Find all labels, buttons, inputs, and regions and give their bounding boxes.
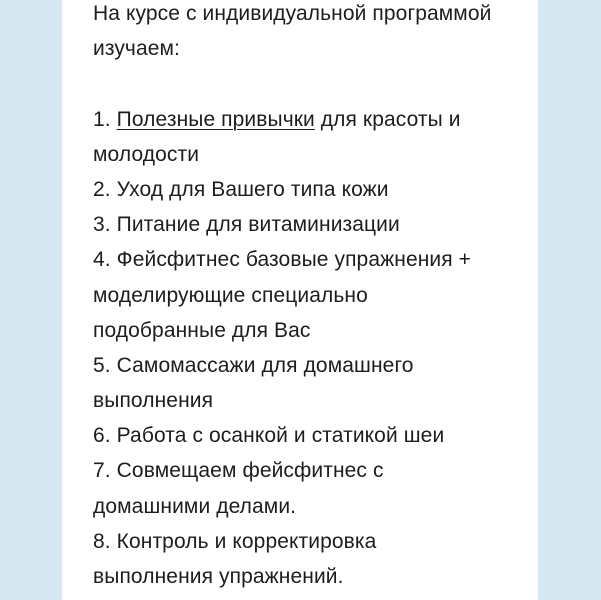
- list-item-4-line-2: моделирующие специально: [93, 283, 368, 307]
- list-item-1-prefix: 1.: [93, 107, 117, 131]
- list-item-5-line-1: 5. Самомассажи для домашнего: [93, 353, 414, 377]
- healthy-habits-link[interactable]: Полезные привычки: [116, 107, 315, 131]
- list-item-5-line-2: выполнения: [93, 389, 214, 413]
- intro-line: изучаем:: [93, 37, 180, 61]
- list-item-6: 6. Работа с осанкой и статикой шеи: [93, 424, 445, 448]
- message-text: [93, 0, 533, 594]
- list-item-2: 2. Уход для Вашего типа кожи: [93, 177, 389, 201]
- list-item-1-line-1: [93, 102, 533, 137]
- list-item-7-line-2: домашними делами.: [93, 494, 297, 518]
- list-item-3: 3. Питание для витаминизации: [93, 213, 400, 237]
- list-item-7-line-1: 7. Совмещаем фейсфитнес с: [93, 459, 384, 483]
- list-item-8-line-1: 8. Контроль и корректировка: [93, 529, 377, 553]
- list-item-8-line-2: выполнения упражнений.: [93, 565, 344, 588]
- list-item-4-line-1: 4. Фейсфитнес базовые упражнения +: [93, 248, 472, 272]
- list-item-4-line-3: подобранные для Вас: [93, 318, 311, 342]
- blank-line: [93, 66, 533, 101]
- list-item-1-line-2: молодости: [93, 142, 200, 166]
- intro-line: На курсе с индивидуальной программой: [93, 2, 492, 25]
- list-item-1-text: для красоты и: [314, 107, 461, 131]
- message-card: [62, 0, 538, 600]
